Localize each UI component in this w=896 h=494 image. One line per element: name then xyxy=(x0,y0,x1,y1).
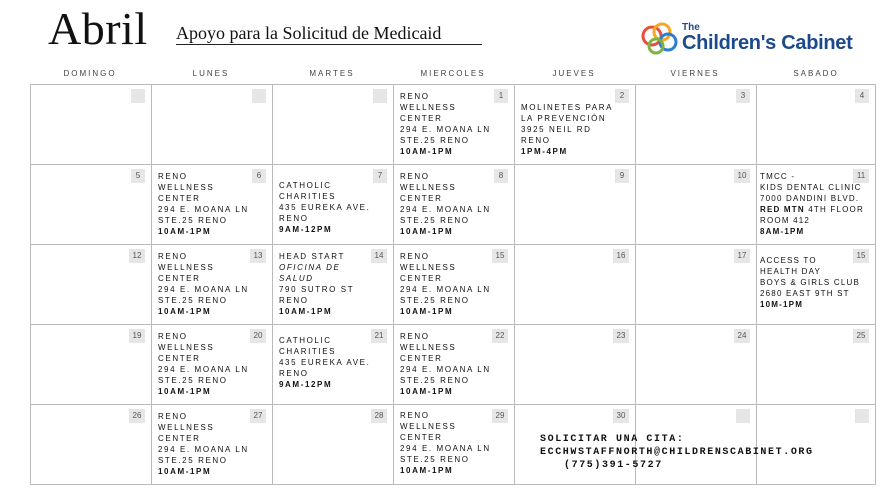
weekday-wednesday: MIERCOLES xyxy=(420,69,486,78)
day-cell-19[interactable] xyxy=(31,325,152,405)
day-number: 8 xyxy=(494,169,508,183)
day-number: 20 xyxy=(250,329,266,343)
day-cell-6[interactable] xyxy=(152,165,273,245)
day-number: 2 xyxy=(615,89,629,103)
day-cell-20[interactable] xyxy=(152,325,273,405)
day-number: 5 xyxy=(131,169,145,183)
day-number: 28 xyxy=(371,409,387,423)
day-cell-11[interactable] xyxy=(757,165,876,245)
weekday-friday: VIERNES xyxy=(670,69,720,78)
day-cell-9[interactable] xyxy=(515,165,636,245)
day-number: 1 xyxy=(494,89,508,103)
day-number: 23 xyxy=(613,329,629,343)
event-reno-wellness: RENO WELLNESS CENTER 294 E. MOANA LN STE.25 RENO 10AM-1PM xyxy=(158,252,249,316)
day-number: 16 xyxy=(613,249,629,263)
day-cell-15[interactable] xyxy=(394,245,515,325)
day-cell-27[interactable] xyxy=(152,405,273,485)
event-reno-wellness: RENO WELLNESS CENTER 294 E. MOANA LN STE.25 RENO 10AM-1PM xyxy=(400,332,491,396)
day-number-box xyxy=(736,409,750,423)
event-reno-wellness: RENO WELLNESS CENTER 294 E. MOANA LN STE.25 RENO 10AM-1PM xyxy=(400,92,491,156)
childrens-cabinet-logo xyxy=(640,20,870,60)
day-cell-13[interactable] xyxy=(152,245,273,325)
day-number: 15 xyxy=(492,249,508,263)
event-access-health-day: ACCESS TO HEALTH DAY BOYS & GIRLS CLUB 2680 EAST 9TH ST 10M-1PM xyxy=(760,256,860,309)
day-number: 4 xyxy=(855,89,869,103)
event-reno-wellness: RENO WELLNESS CENTER 294 E. MOANA LN STE.25 RENO 10AM-1PM xyxy=(158,172,249,236)
day-number: 25 xyxy=(853,329,869,343)
day-number: 12 xyxy=(129,249,145,263)
day-cell-28[interactable] xyxy=(273,405,394,485)
event-reno-wellness: RENO WELLNESS CENTER 294 E. MOANA LN STE.25 RENO 10AM-1PM xyxy=(158,332,249,396)
day-number: 29 xyxy=(492,409,508,423)
day-cell-17[interactable] xyxy=(636,245,757,325)
weekday-sunday: DOMINGO xyxy=(63,69,117,78)
day-number: 27 xyxy=(250,409,266,423)
event-head-start: HEAD START OFICINA DE SALUD 790 SUTRO ST RENO 10AM-1PM xyxy=(279,252,355,316)
event-catholic-charities: CATHOLIC CHARITIES 435 EUREKA AVE. RENO 9AM-12PM xyxy=(279,336,371,389)
weekday-monday: LUNES xyxy=(192,69,230,78)
day-number: 24 xyxy=(734,329,750,343)
day-number: 14 xyxy=(371,249,387,263)
day-cell-12[interactable] xyxy=(31,245,152,325)
month-title: Abril xyxy=(48,3,148,54)
weekday-thursday: JUEVES xyxy=(552,69,596,78)
weekday-tuesday: MARTES xyxy=(309,69,355,78)
day-cell[interactable] xyxy=(273,85,394,165)
day-cell-22[interactable] xyxy=(394,325,515,405)
day-cell-3[interactable] xyxy=(636,85,757,165)
day-number: 19 xyxy=(129,329,145,343)
day-cell-25[interactable] xyxy=(757,325,876,405)
day-number: 6 xyxy=(252,169,266,183)
contact-email[interactable]: ECCHWSTAFFNORTH@CHILDRENSCABINET.ORG xyxy=(540,447,814,458)
appointment-contact xyxy=(540,433,814,472)
day-number: 7 xyxy=(373,169,387,183)
day-number: 22 xyxy=(492,329,508,343)
calendar-subtitle: Apoyo para la Solicitud de Medicaid xyxy=(176,23,482,45)
event-tmcc-dental: TMCC - KIDS DENTAL CLINIC 7000 DANDINI BLVD. RED MTN 4TH FLOOR ROOM 412 8AM-1PM xyxy=(760,172,864,236)
day-cell-18[interactable] xyxy=(757,245,876,325)
day-cell-8[interactable] xyxy=(394,165,515,245)
day-number: 17 xyxy=(734,249,750,263)
day-cell-26[interactable] xyxy=(31,405,152,485)
day-cell-1[interactable] xyxy=(394,85,515,165)
day-cell[interactable] xyxy=(31,85,152,165)
day-cell-21[interactable] xyxy=(273,325,394,405)
event-reno-wellness: RENO WELLNESS CENTER 294 E. MOANA LN STE.25 RENO 10AM-1PM xyxy=(158,412,249,476)
event-catholic-charities: CATHOLIC CHARITIES 435 EUREKA AVE. RENO 9AM-12PM xyxy=(279,181,371,234)
day-number-box xyxy=(855,409,869,423)
day-number: 30 xyxy=(613,409,629,423)
event-reno-wellness: RENO WELLNESS CENTER 294 E. MOANA LN STE.25 RENO 10AM-1PM xyxy=(400,252,491,316)
day-number-box xyxy=(131,89,145,103)
event-molinetes: MOLINETES PARA LA PREVENCIÓN 3925 NEIL RD RENO 1PM-4PM xyxy=(521,103,614,156)
contact-phone[interactable]: (775)391-5727 xyxy=(564,460,663,471)
day-number: 21 xyxy=(371,329,387,343)
day-cell-4[interactable] xyxy=(757,85,876,165)
day-number: 11 xyxy=(853,169,869,183)
event-reno-wellness: RENO WELLNESS CENTER 294 E. MOANA LN STE.25 RENO 10AM-1PM xyxy=(400,172,491,236)
day-number: 26 xyxy=(129,409,145,423)
day-number: 10 xyxy=(734,169,750,183)
logo-the-text: The xyxy=(682,22,700,33)
cabinet-logo-icon xyxy=(640,22,680,58)
event-reno-wellness: RENO WELLNESS CENTER 294 E. MOANA LN STE.25 RENO 10AM-1PM xyxy=(400,411,491,475)
contact-heading: SOLICITAR UNA CITA: xyxy=(540,434,685,445)
weekday-saturday: SABADO xyxy=(793,69,839,78)
day-cell-29[interactable] xyxy=(394,405,515,485)
day-number: 9 xyxy=(615,169,629,183)
day-number: 15 xyxy=(853,249,869,263)
day-cell-7[interactable] xyxy=(273,165,394,245)
day-cell-16[interactable] xyxy=(515,245,636,325)
day-cell-5[interactable] xyxy=(31,165,152,245)
day-cell-24[interactable] xyxy=(636,325,757,405)
day-cell-23[interactable] xyxy=(515,325,636,405)
calendar-grid xyxy=(30,84,876,485)
logo-name-text: Children's Cabinet xyxy=(682,32,853,54)
day-cell-14[interactable] xyxy=(273,245,394,325)
day-cell-10[interactable] xyxy=(636,165,757,245)
day-number: 3 xyxy=(736,89,750,103)
day-number: 13 xyxy=(250,249,266,263)
day-number-box xyxy=(373,89,387,103)
day-number-box xyxy=(252,89,266,103)
day-cell[interactable] xyxy=(152,85,273,165)
day-cell-2[interactable] xyxy=(515,85,636,165)
